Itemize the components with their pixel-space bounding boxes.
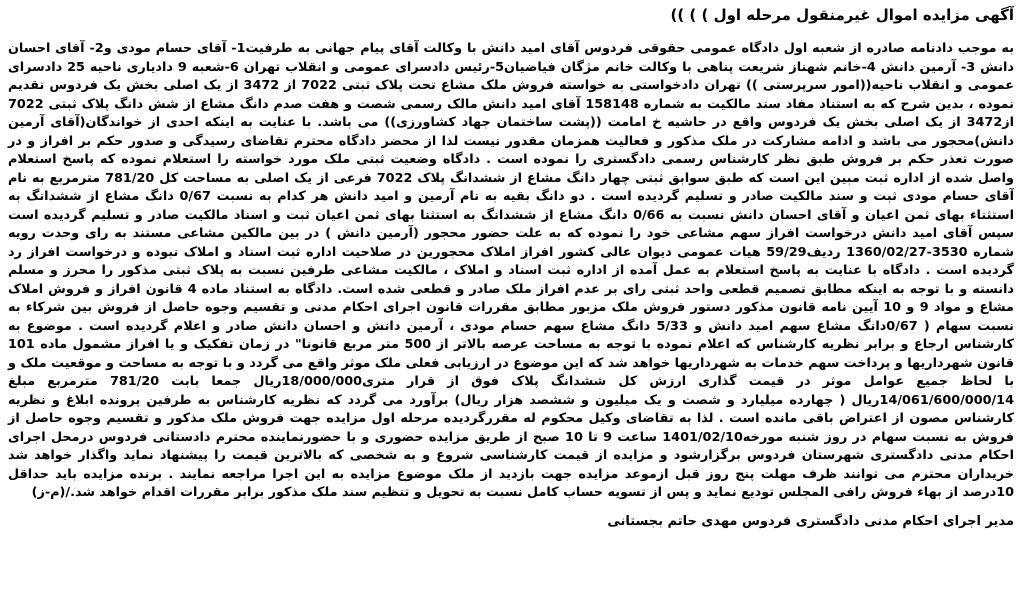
notice-signature: مدیر اجرای احکام مدنی دادگستری فردوس مهدی حاتم بجستانی [607,513,1014,529]
notice-body: به موجب دادنامه صادره از شعبه اول دادگاه عمومی حقوقی فردوس آقای امید دانش با وکالت آقای پیام جهانی به طرفیت1- آقای حسام مودی و2- آقای احسان دانش 3- آرمین دانش 4-خانم شهناز شریعت پناهی با وکالت خانم مژگان فیاضیان5-رئیس دادسرای عمومی و انقلاب تهران 6-شعبه 9 دادیاری ناحیه 25 دادسرای عمومی و انقلاب ناحیه((امور سرپرستی )) تهران دادخواستی به خواسته فروش ملک مشاع تحت پلاک ثبتی 7022 از 3472 از یک اصلی بخش یک فردوس تقدیم نموده ، بدین شرح که به استناد مفاد سند مالکیت به شماره 158148 آقای امید دانش مالک رسمی شصت و هفت صدم دانگ مشاع از شش دانگ پلاک ثبتی 7022 از3472 از یک اصلی بخش یک فردوس واقع در حاشیه خ امامت ((پشت ساختمان جهاد کشاورزی)) می باشد. با عنایت به اینکه احدی از خواندگان(آقای آرمین دانش)محجور می باشد و ادامه مشارکت در ملک مذکور و فعالیت همزمان مقدور نیست لذا از محضر دادگاه محترم تقاضای رسیدگی و صدور حکم بر افراز و در صورت تعذر حکم بر فروش طبق نظر کارشناس رسمی دادگستری را نموده است . دادگاه وضعیت ثبتی ملک مورد خواسته را استعلام نموده که پاسخ استعلام واصل شده از اداره ثبت مبین این است که طبق سوابق ثبتی چهار دانگ مشاع از ششدانگ پلاک 7022 فرعی از یک اصلی به مساحت کل 781/20 مترمربع به نام آقای حسام مودی ثبت و سند مالکیت صادر و تسلیم گردیده است . دو دانگ بقیه به نام آرمین و امید دانش هر کدام به نسبت 0/67 دانگ مشاع از ششدانگ به استثناء بهای ثمن اعیان و آقای احسان دانش نسبت به 0/66 دانگ مشاع از ششدانگ به استثنا بهای ثمن اعیان ثبت و اسناد مالکیت صادر و تسلیم گردیده است سپس آقای امید دانش درخواست افراز سهم مشاعی خود را نموده که به علت حضور محجور (آرمین دانش ) در بین مالکین مشاعی مستند به رای وحدت رویه شماره 3530-1360/02/27 ردیف59/29 هیات عمومی دیوان عالی کشور افراز املاک محجورین در صلاحیت اداره ثبت اسناد و املاک نبوده و درخواست افراز رد گردیده است . دادگاه با عنایت به پاسخ استعلام به عمل آمده از اداره ثبت اسناد و املاک ، مالکیت مشاعی طرفین نسبت به پلاک ثبتی مذکور را محرز و مسلم دانسته و با توجه به اینکه مطابق تصمیم قطعی واحد ثبتی رای بر عدم افراز ملک صادر و قطعی شده است. دادگاه به استناد ماده 4 قانون افراز و فروش املاک مشاع و مواد 9 و 10 آیین نامه قانون مذکور دستور فروش ملک مزبور مطابق مقررات قانون اجرای احکام مدنی و تقسیم وجوه حاصل از فروش بین شرکاء به نسبت سهام ( 0/67دانگ مشاع سهم امید دانش و 5/33 دانگ مشاع سهم حسام مودی ، آرمین دانش و احسان دانش صادر و اعلام گردیده است . موضوع به کارشناس ارجاع و برابر نظریه کارشناس که اعلام نموده با توجه به مساحت عرصه بالاتر از 500 متر مربع قانونا" در زمان تفکیک و یا افراز مشمول ماده 101 قانون شهرداریها و پرداخت سهم خدمات به شهرداریها خواهد شد که این موضوع در ارزیابی فعلی ملک موثر واقع می گردد و با توجه به مساحت و موقعیت ملک و با لحاظ جمیع عوامل موثر در قیمت گذاری ارزش کل ششدانگ پلاک فوق از قرار متری18/000/000ریال جمعا بابت 781/20 مترمربع مبلغ 14/061/600/000/14ریال ( چهارده میلیارد و شصت و یک میلیون و ششصد هزار ریال) برآورد می گردد که نظریه کارشناس به طرفین پرونده ابلاغ و نظریه کارشناس مصون از اعتراض باقی مانده است . لذا به تقاضای وکیل محکوم له مقررگردیده مرحله اول مزایده جهت فروش ملک مذکور و تقسیم وجوه حاصل از فروش به نسبت سهام در روز شنبه مورخه1401/02/10 ساعت 9 تا 10 صبح از طریق مزایده حضوری و با حضورنماینده محترم دادستانی فردوس درمحل اجرای احکام مدنی دادگستری شهرستان فردوس برگزارشود و مزایده از قیمت کارشناسی شروع و به شخصی که بالاترین قیمت را پیشنهاد نماید واگذار خواهد شد خریداران محترم می توانند ظرف مهلت پنج روز قبل ازموعد مزایده جهت بازدید از ملک موضوع مزایده به این اجرا مراجعه نمایند . برنده مزایده باید حداقل 10درصد از بهاء فروش رافی المجلس تودیع نماید و پس از تسویه حساب کامل نسبت به تحویل و تنظیم سند ملک مذکور برابر مقررات اقدام خواهد شد./(م-ز) [8,41,1015,500]
notice-title: آگهی مزایده اموال غیرمنقول مرحله اول ) ) )) [670,6,1014,24]
